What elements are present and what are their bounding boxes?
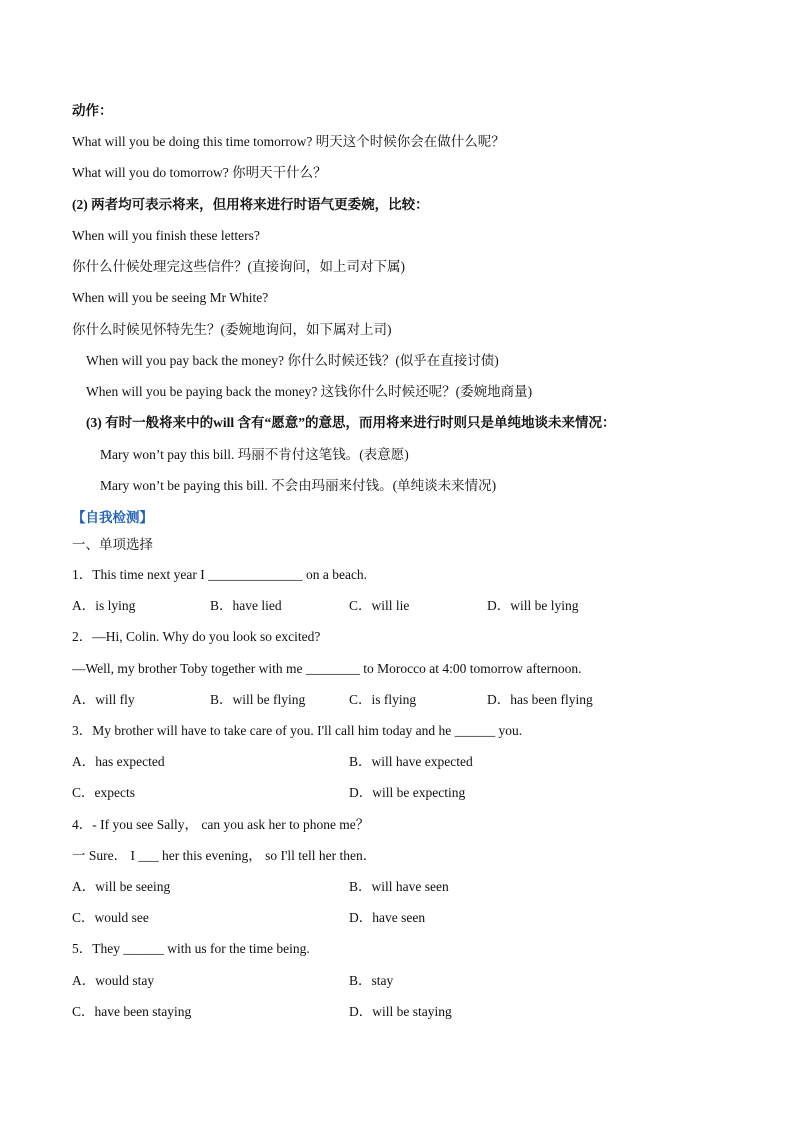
compare-line: 你什么时候见怀特先生？(委婉地询问，如下属对上司) <box>72 322 392 337</box>
option-d[interactable]: D．will be expecting <box>349 785 466 800</box>
grammar-point-2: (2) 两者均可表示将来，但用将来进行时语气更委婉，比较： <box>72 197 429 212</box>
question-stem: 2．—Hi, Colin. Why do you look so excited? <box>72 629 321 644</box>
compare-line: 你什么什候处理完这些信件？(直接询问，如上司对下属) <box>72 259 405 274</box>
point3-example: Mary won’t be paying this bill. 不会由玛丽来付钱。(单纯谈未来情况) <box>100 478 497 493</box>
compare-line: When will you pay back the money? 你什么时候还钱？(似乎在直接讨债) <box>86 353 499 368</box>
compare-line: When will you be paying back the money? 这钱你什么时候还呢？(委婉地商量) <box>86 384 533 399</box>
option-a[interactable]: A．would stay <box>72 973 155 988</box>
example-line: What will you do tomorrow? 你明天干什么？ <box>72 165 327 180</box>
option-a[interactable]: A．has expected <box>72 754 165 769</box>
option-b[interactable]: B．will have expected <box>349 754 473 769</box>
grammar-point-3: (3) 有时一般将来中的will 含有“愿意”的意思，而用将来进行时则只是单纯地谈未来情况： <box>86 415 616 430</box>
option-d[interactable]: D．have seen <box>349 910 426 925</box>
question-stem: 1．This time next year I ______________ on a beach. <box>72 567 368 582</box>
option-b[interactable]: B．will be flying <box>210 692 306 707</box>
section-heading: 动作： <box>72 103 113 118</box>
point3-example: Mary won’t pay this bill. 玛丽不肯付这笔钱。(表意愿) <box>100 447 409 462</box>
option-b[interactable]: B．will have seen <box>349 879 449 894</box>
option-d[interactable]: D．will be staying <box>349 1004 452 1019</box>
option-a[interactable]: A．will fly <box>72 692 135 707</box>
option-a[interactable]: A．will be seeing <box>72 879 171 894</box>
option-d[interactable]: D．will be lying <box>487 598 579 613</box>
compare-line: When will you finish these letters? <box>72 228 260 243</box>
question-stem: 5．They ______ with us for the time being. <box>72 941 310 956</box>
question-stem: 3．My brother will have to take care of you. I'll call him today and he ______ you. <box>72 723 523 738</box>
part-title: 一、单项选择 <box>72 537 153 552</box>
option-c[interactable]: C．is flying <box>349 692 417 707</box>
self-check-title: 【自我检测】 <box>72 510 153 525</box>
option-c[interactable]: C．will lie <box>349 598 410 613</box>
option-b[interactable]: B．stay <box>349 973 394 988</box>
question-stem-continued: —Well, my brother Toby together with me ________ to Morocco at 4:00 tomorrow afternoon. <box>72 661 582 676</box>
compare-line: When will you be seeing Mr White? <box>72 290 269 305</box>
option-c[interactable]: C．would see <box>72 910 149 925</box>
option-a[interactable]: A．is lying <box>72 598 136 613</box>
question-stem: 4．- If you see Sally， can you ask her to phone me？ <box>72 817 370 832</box>
option-c[interactable]: C．have been staying <box>72 1004 192 1019</box>
question-stem-continued: 一 Sure． I ___ her this evening， so I'll tell her then． <box>72 848 377 863</box>
option-d[interactable]: D．has been flying <box>487 692 593 707</box>
option-c[interactable]: C．expects <box>72 785 135 800</box>
option-b[interactable]: B．have lied <box>210 598 282 613</box>
example-line: What will you be doing this time tomorrow? 明天这个时候你会在做什么呢？ <box>72 134 505 149</box>
